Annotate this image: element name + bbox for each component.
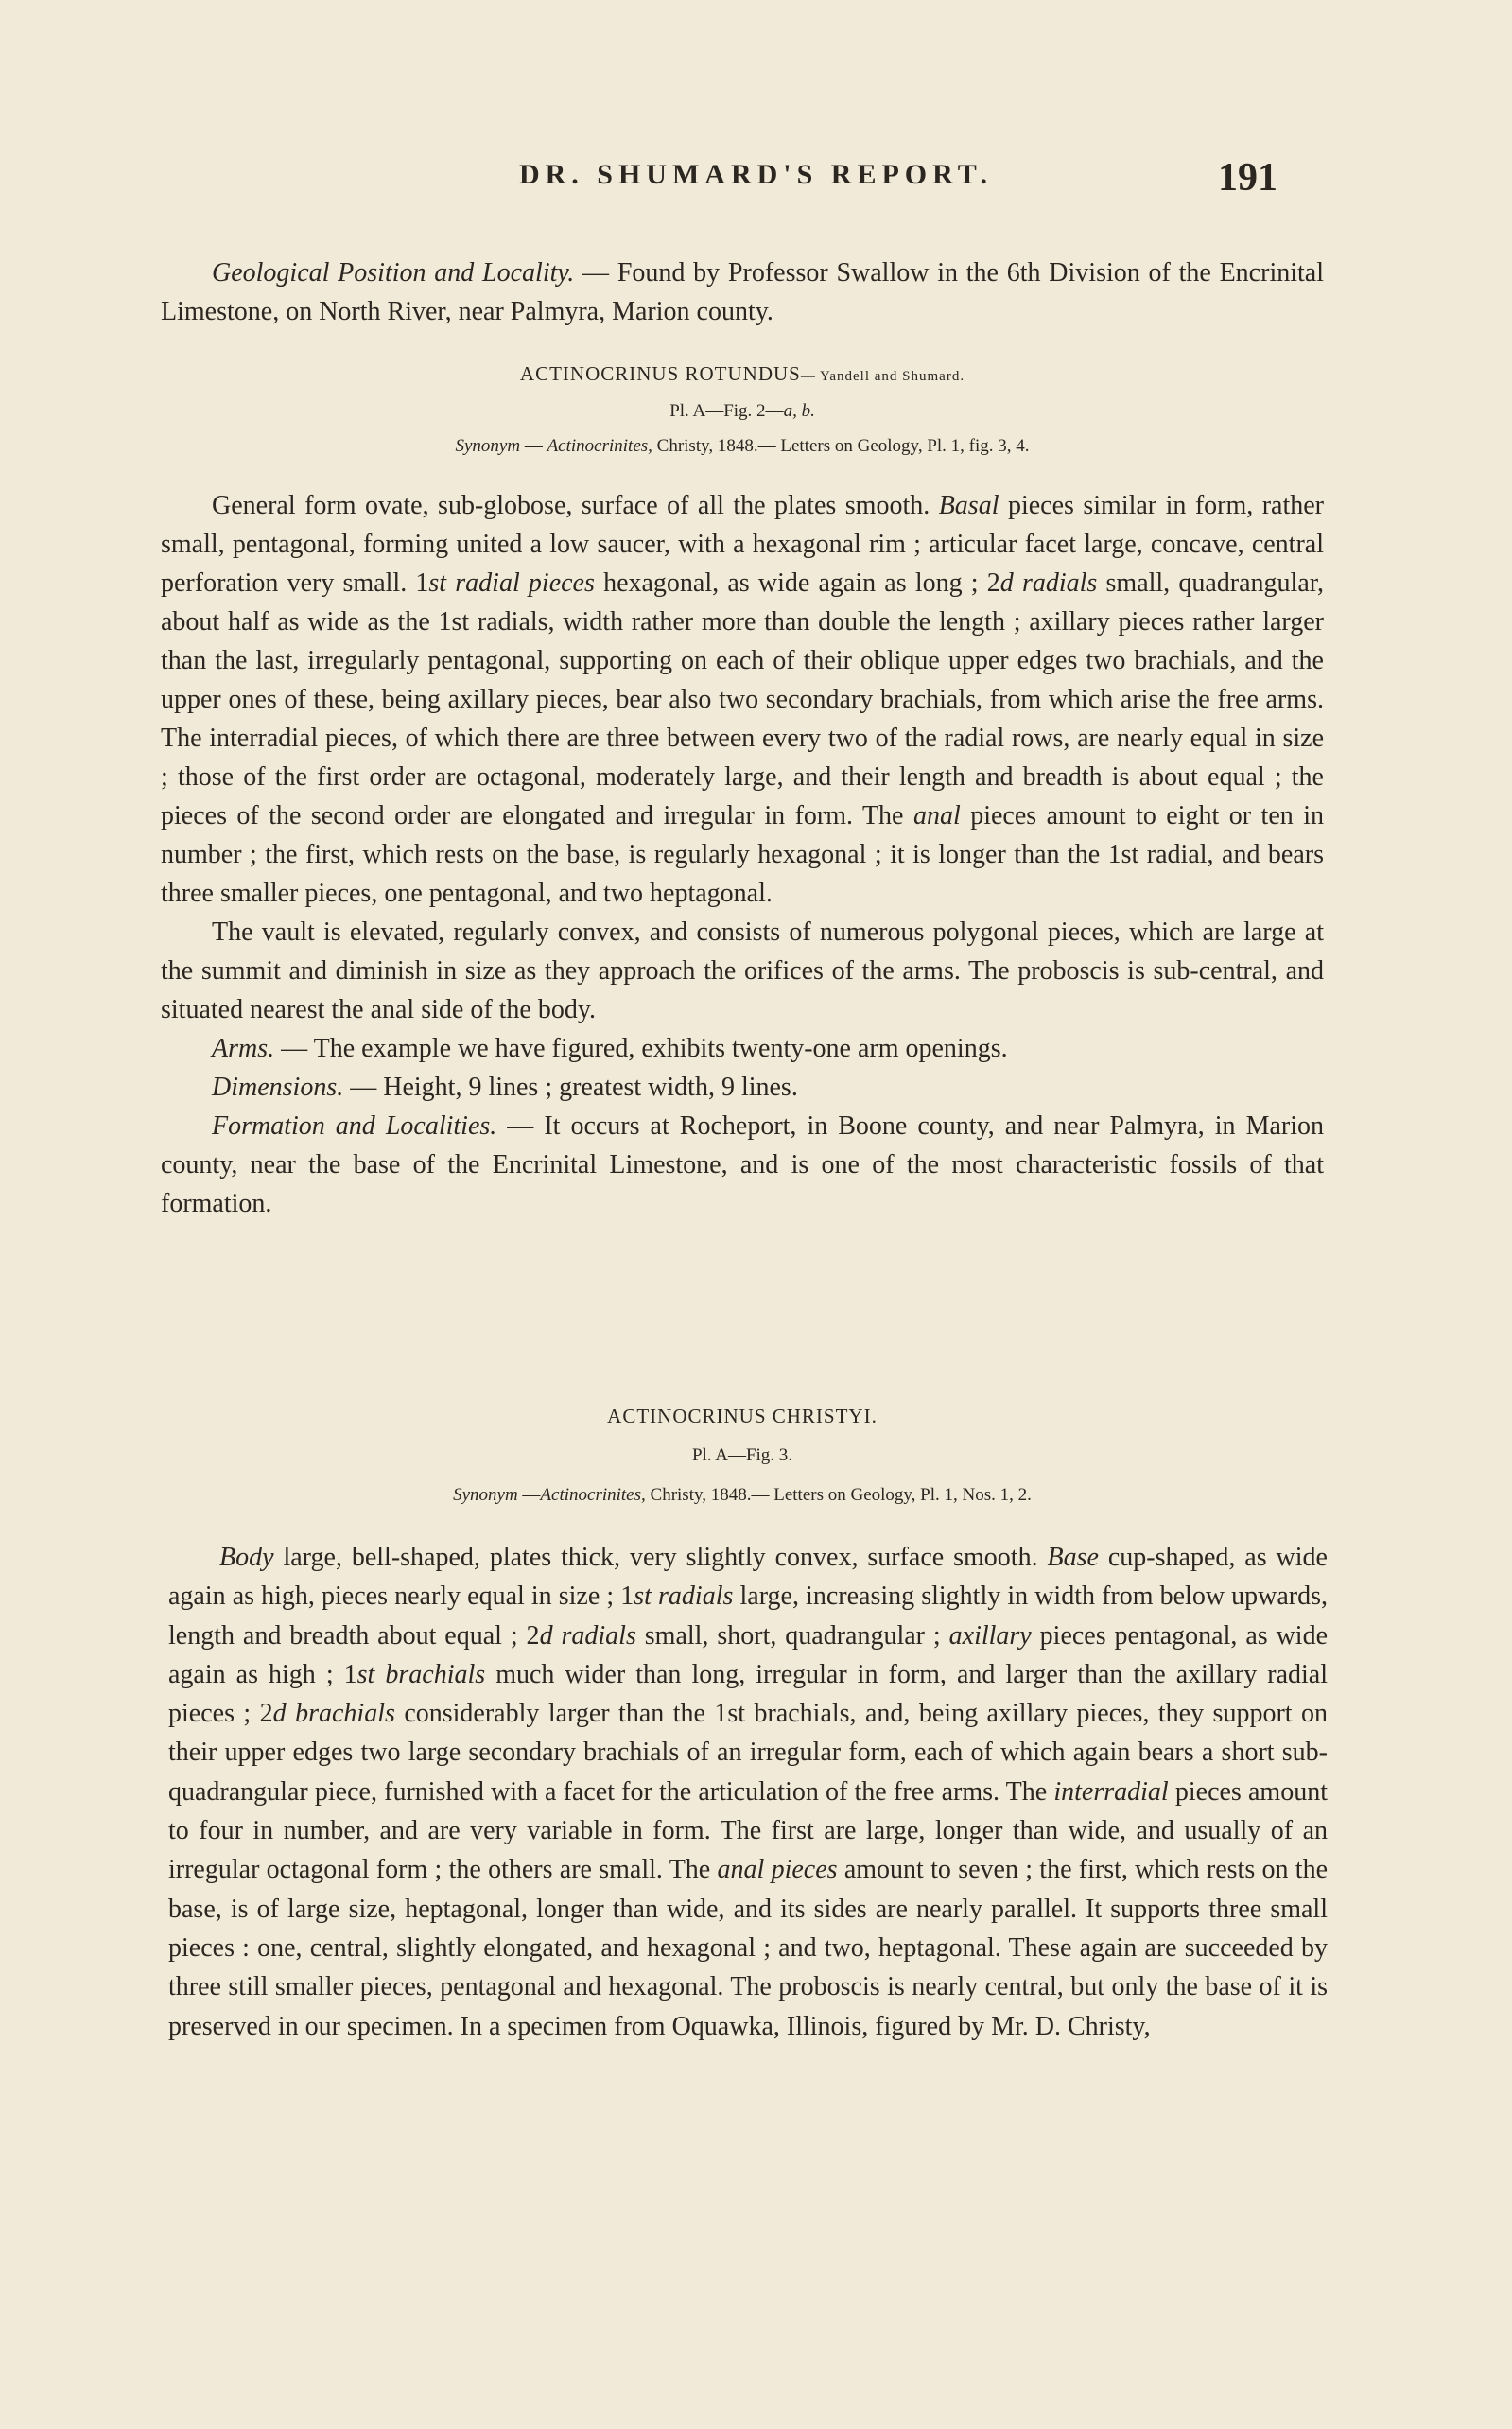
species1-title: ACTINOCRINUS ROTUNDUS — [519, 362, 801, 385]
species1-vault-paragraph: The vault is elevated, regularly convex, and consists of numerous polygonal pieces, which are large at the summit and diminish in size as they approach the orifices of the arms. The proboscis is sub-central, and situated nearest the anal side of the body. — [161, 917, 1324, 1024]
species1-dimensions: Dimensions. — Height, 9 lines ; greatest width, 9 lines. — [212, 1073, 798, 1102]
species1-desc-paragraph: General form ovate, sub-globose, surface of all the plates smooth. Basal pieces similar in form, rather small, pentagonal, forming united a low saucer, with a hexagonal rim ; articular facet large, concave, central perforation very small. 1st radial pieces hexagonal, as wide again as long ; 2d radials small, quadrangular, about half as wide as the 1st radials, width rather more than double the length ; axillary pieces rather larger than the last, irregularly pentagonal, supporting on each of their oblique upper edges two brachials, and the upper ones of these, being axillary pieces, bear also two secondary brachials, from which arise the free arms. The interradial pieces, of which there are three between every two of the radial rows, are nearly equal in size ; those of the first order are octagonal, moderately large, and their length and breadth is about equal ; the pieces of the second order are elongated and irregular in form. The anal pieces amount to eight or ten in number ; the first, which rests on the base, is regularly hexagonal ; it is longer than the 1st radial, and bears three smaller pieces, one pentagonal, and two heptagonal. — [161, 491, 1324, 908]
running-head: DR. SHUMARD'S REPORT. — [518, 159, 994, 190]
species1-description — [161, 486, 1324, 1223]
intro-text: — Found by Professor Swallow in the 6th Division of the Encrinital Limestone, on North River, near Palmyra, Marion county. — [161, 258, 1324, 326]
species1-title-line — [161, 359, 1324, 391]
species1-plate: Pl. A—Fig. 2—a, b. — [669, 401, 815, 421]
page-number: 191 — [1218, 156, 1277, 200]
species1-synonym: Synonym — Actinocrinites, Christy, 1848.— Letters on Geology, Pl. 1, fig. 3, 4. — [455, 436, 1030, 456]
species2-title: ACTINOCRINUS CHRISTYI. — [607, 1405, 878, 1427]
species2-desc-paragraph: Body large, bell-shaped, plates thick, very slightly convex, surface smooth. Base cup-shaped, as wide again as high, pieces nearly equal in size ; 1st radials large, increasing slightly in width from below upwards, length and breadth about equal ; 2d radials small, short, quadrangular ; axillary pieces pentagonal, as wide again as high ; 1st brachials much wider than long, irregular in form, and larger than the axillary radial pieces ; 2d brachials considerably larger than the 1st brachials, and, being axillary pieces, they support on their upper edges two large secondary brachials of an irregular form, each of which again bears a short sub-quadrangular piece, furnished with a facet for the articulation of the free arms. The interradial pieces amount to four in number, and are very variable in form. The first are large, longer than wide, and usually of an irregular octagonal form ; the others are small. The anal pieces amount to seven ; the first, which rests on the base, is of large size, heptagonal, longer than wide, and its sides are nearly parallel. It supports three small pieces : one, central, slightly elongated, and hexagonal ; and two, heptagonal. These again are succeeded by three still smaller pieces, pentagonal and hexagonal. The proboscis is nearly central, but only the base of it is preserved in our specimen. In a specimen from Oquawka, Illinois, figured by Mr. D. Christy, — [168, 1543, 1329, 2041]
species2-plate: Pl. A—Fig. 3. — [691, 1445, 793, 1465]
intro-label: Geological Position and Locality. — [212, 258, 575, 288]
intro-paragraph — [161, 253, 1324, 331]
species2-description — [168, 1538, 1328, 2046]
species2-heading — [161, 1402, 1324, 1510]
species1-authors: — Yandell and Shumard. — [800, 369, 965, 384]
species1-heading — [161, 359, 1324, 461]
species2-synonym: Synonym —Actinocrinites, Christy, 1848.— Letters on Geology, Pl. 1, Nos. 1, 2. — [453, 1485, 1032, 1505]
species1-formation: Formation and Localities. — It occurs at Rocheport, in Boone county, and near Palmyra, in Marion county, near the base of the Encrinital Limestone, and is one of the most characteristic fossils of that formation. — [161, 1111, 1324, 1218]
species1-arms: Arms. — The example we have figured, exhibits twenty-one arm openings. — [212, 1034, 1008, 1063]
